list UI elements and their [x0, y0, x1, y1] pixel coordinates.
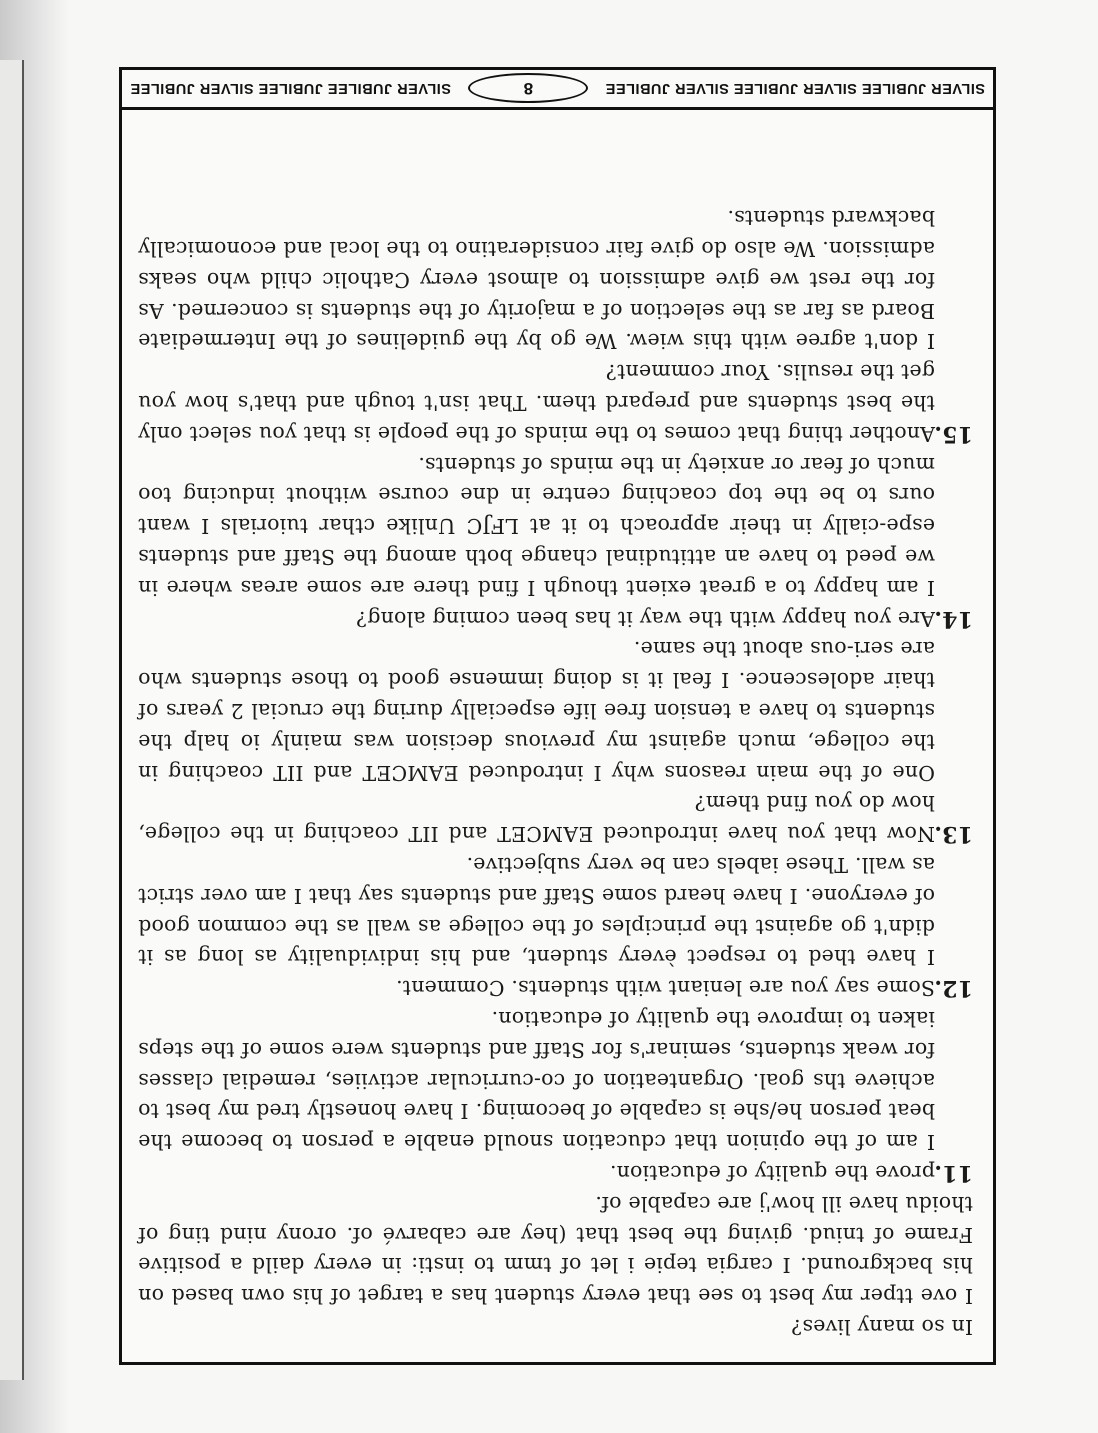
- footer-left-text: SILVER JUBILEE SILVER JUBILEE SILVER JUBILEE: [605, 80, 985, 97]
- question-number: 15.: [934, 420, 973, 447]
- question-text: Are you happy with the way it has been coming along?: [355, 606, 935, 631]
- question-text: Now that you have introduced EAMCET and IIT coaching in the college, how do you find them?: [138, 791, 935, 847]
- page-number-oval: [468, 74, 588, 104]
- question-number: 11.: [934, 1160, 973, 1187]
- question-11: [138, 1157, 973, 1188]
- page-number: 8: [523, 79, 534, 99]
- question-text: Another thing that comes to the minds of the people is that you select only the best students and prepard them. That isn't tough and that's how you get the resulis. Your comment?: [138, 360, 935, 446]
- paragraph: I ove ttper my best to see that every student has a target of his own based on his background. I cargia tepie i let of tmm to insti: in every daild a positive Frame of tniud. giving the best that (hey are cabarvé of. orony nind ting of thoidu have ill how'j are capable of.: [138, 1191, 973, 1309]
- answer-paragraph: I don't agree with this wiew. We go by the guidelines of the Intermediate Board as far as the selection of a majority of the students is concerned. As for the rest we give admission to almost every Catholic child who seaks admission. We also do give fair consideratino to the local and economically backward students.: [138, 206, 935, 354]
- page-footer: [122, 70, 993, 110]
- answer-paragraph: One of the main reasons why I introduced EAMCET and IIT coaching in the college, much against my previous decision was mainly io halp the students to have a tension free life especially during the crucial 2 years of thair adolescence. I feal it is doing immense good to those students who are seri-ous about the same.: [138, 637, 935, 785]
- answer-paragraph: I am happy to a great exient though I find there are some areas where in we peed to have an attitudinal change both among the Staff and students espe-cially in their approach to it at LFJC Unlike cthar tuiorials I want ours to be the top coaching centre in dne course without inducing too much of fear or anxiety in the minds of students.: [138, 452, 935, 600]
- answer-paragraph: I am of the opinion that cducation snould enable a person to become the beat person he/she is capable of becoming. I have honestly tred my best to achieve ths goal. Organteation of co-curricular activiies, remedial classes for weak students, seminar's for Staff and students were some of the steps iaken to improve the quality of education.: [138, 1007, 935, 1155]
- question-text: Some say you are leniant with students. Comment.: [395, 976, 935, 1001]
- question-14: [138, 603, 973, 634]
- question-number: 14.: [934, 605, 973, 632]
- question-12: [138, 972, 973, 1003]
- question-text: prove the quality of education.: [609, 1161, 935, 1186]
- answer-paragraph: I have thed to respect èvery student, and his individuality as long as it didn't go against the principles of the college as wall as the common good of everyone. I have heard some Staff and students say that I am over strict as wall. These iabels can be very subjective.: [138, 853, 935, 970]
- paragraph: In so many lives?: [791, 1315, 973, 1339]
- question-13: [138, 788, 973, 850]
- question-number: 13.: [934, 821, 973, 848]
- question-number: 12.: [934, 975, 973, 1002]
- footer-right-text: SILVER JUBILEE JUBILEE SILVER JUBILEE: [130, 80, 451, 97]
- page-border-frame: [119, 67, 996, 1365]
- page-content: [138, 203, 973, 1342]
- question-15: [138, 357, 973, 449]
